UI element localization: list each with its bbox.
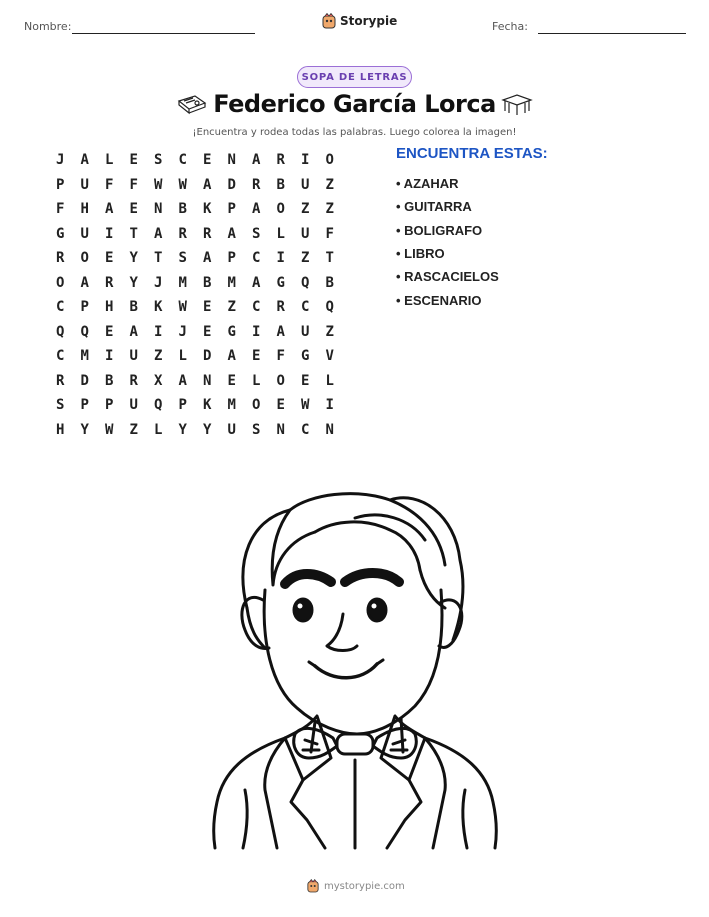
grid-letter[interactable]: L bbox=[154, 421, 163, 438]
grid-letter[interactable]: E bbox=[276, 397, 285, 414]
grid-row bbox=[48, 197, 342, 222]
grid-letter[interactable]: E bbox=[129, 201, 138, 218]
grid-letter[interactable]: U bbox=[301, 225, 310, 242]
grid-letter[interactable]: Y bbox=[129, 250, 138, 267]
grid-letter[interactable]: K bbox=[154, 299, 163, 316]
footer-url[interactable]: mystorypie.com bbox=[324, 880, 405, 892]
grid-letter[interactable]: Z bbox=[154, 348, 163, 365]
grid-letter[interactable]: E bbox=[129, 152, 138, 169]
grid-letter[interactable]: N bbox=[276, 421, 285, 438]
grid-letter[interactable]: W bbox=[105, 421, 114, 438]
grid-letter[interactable]: E bbox=[203, 299, 212, 316]
grid-row bbox=[48, 344, 342, 369]
grid-letter[interactable]: A bbox=[227, 225, 236, 242]
grid-letter[interactable]: Q bbox=[56, 323, 65, 340]
grid-letter[interactable]: I bbox=[154, 323, 163, 340]
grid-letter[interactable]: G bbox=[56, 225, 65, 242]
grid-letter[interactable]: S bbox=[252, 225, 261, 242]
grid-letter[interactable]: R bbox=[56, 250, 65, 267]
grid-letter[interactable]: L bbox=[276, 225, 285, 242]
word-list-title: ENCUENTRA ESTAS: bbox=[396, 145, 548, 162]
grid-letter[interactable]: E bbox=[227, 372, 236, 389]
page-title: Federico García Lorca bbox=[213, 90, 496, 118]
grid-letter[interactable]: H bbox=[56, 421, 65, 438]
grid-letter[interactable]: B bbox=[325, 274, 334, 291]
grid-letter[interactable]: A bbox=[154, 225, 163, 242]
grid-letter[interactable]: A bbox=[252, 274, 261, 291]
grid-letter[interactable]: Q bbox=[325, 299, 334, 316]
grid-letter[interactable]: G bbox=[276, 274, 285, 291]
grid-letter[interactable]: O bbox=[276, 372, 285, 389]
grid-letter[interactable]: R bbox=[56, 372, 65, 389]
grid-letter[interactable]: F bbox=[56, 201, 65, 218]
grid-letter[interactable]: K bbox=[203, 201, 212, 218]
grid-letter[interactable]: U bbox=[80, 176, 89, 193]
grid-letter[interactable]: Y bbox=[203, 421, 212, 438]
grid-letter[interactable]: Q bbox=[301, 274, 310, 291]
grid-letter[interactable]: I bbox=[276, 250, 285, 267]
grid-letter[interactable]: D bbox=[227, 176, 236, 193]
grid-letter[interactable]: T bbox=[325, 250, 334, 267]
grid-row bbox=[48, 148, 342, 173]
name-label: Nombre: bbox=[24, 20, 72, 33]
grid-letter[interactable]: C bbox=[301, 421, 310, 438]
grid-letter[interactable]: G bbox=[227, 323, 236, 340]
grid-letter[interactable]: L bbox=[252, 372, 261, 389]
grid-letter[interactable]: M bbox=[178, 274, 187, 291]
grid-letter[interactable]: Z bbox=[227, 299, 236, 316]
name-line[interactable] bbox=[72, 33, 255, 34]
grid-letter[interactable]: E bbox=[203, 323, 212, 340]
grid-letter[interactable]: E bbox=[301, 372, 310, 389]
grid-letter[interactable]: U bbox=[301, 323, 310, 340]
brand-name: Storypie bbox=[340, 14, 398, 28]
word-item: • LIBRO bbox=[396, 246, 445, 262]
grid-letter[interactable]: B bbox=[105, 372, 114, 389]
footer bbox=[307, 879, 405, 893]
grid-letter[interactable]: S bbox=[178, 250, 187, 267]
grid-letter[interactable]: R bbox=[178, 225, 187, 242]
grid-letter[interactable]: Y bbox=[80, 421, 89, 438]
grid-letter[interactable]: L bbox=[178, 348, 187, 365]
grid-letter[interactable]: O bbox=[56, 274, 65, 291]
desk-icon bbox=[500, 93, 534, 117]
grid-letter[interactable]: Q bbox=[80, 323, 89, 340]
grid-letter[interactable]: P bbox=[178, 397, 187, 414]
grid-letter[interactable]: C bbox=[252, 299, 261, 316]
grid-letter[interactable]: I bbox=[105, 348, 114, 365]
grid-letter[interactable]: S bbox=[154, 152, 163, 169]
grid-letter[interactable]: A bbox=[178, 372, 187, 389]
date-label: Fecha: bbox=[492, 20, 528, 33]
portrait-illustration[interactable] bbox=[205, 490, 505, 850]
grid-letter[interactable]: F bbox=[129, 176, 138, 193]
grid-letter[interactable]: Y bbox=[178, 421, 187, 438]
word-item: • AZAHAR bbox=[396, 176, 459, 192]
word-item: • ESCENARIO bbox=[396, 292, 482, 308]
grid-letter[interactable]: J bbox=[56, 152, 65, 169]
grid-letter[interactable]: E bbox=[203, 152, 212, 169]
grid-letter[interactable]: U bbox=[227, 421, 236, 438]
grid-letter[interactable]: N bbox=[325, 421, 334, 438]
grid-letter[interactable]: B bbox=[178, 201, 187, 218]
grid-row bbox=[48, 369, 342, 394]
grid-letter[interactable]: R bbox=[129, 372, 138, 389]
grid-letter[interactable]: H bbox=[105, 299, 114, 316]
grid-letter[interactable]: A bbox=[227, 348, 236, 365]
grid-letter[interactable]: J bbox=[154, 274, 163, 291]
grid-letter[interactable]: T bbox=[129, 225, 138, 242]
grid-letter[interactable]: C bbox=[252, 250, 261, 267]
grid-letter[interactable]: Q bbox=[154, 397, 163, 414]
grid-letter[interactable]: I bbox=[105, 225, 114, 242]
grid-letter[interactable]: R bbox=[203, 225, 212, 242]
grid-letter[interactable]: F bbox=[325, 225, 334, 242]
grid-letter[interactable]: S bbox=[56, 397, 65, 414]
grid-letter[interactable]: Y bbox=[129, 274, 138, 291]
grid-letter[interactable]: A bbox=[80, 152, 89, 169]
grid-letter[interactable]: A bbox=[129, 323, 138, 340]
grid-letter[interactable]: H bbox=[80, 201, 89, 218]
grid-letter[interactable]: A bbox=[80, 274, 89, 291]
grid-letter[interactable]: R bbox=[276, 299, 285, 316]
grid-letter[interactable]: L bbox=[105, 152, 114, 169]
grid-letter[interactable]: I bbox=[252, 323, 261, 340]
grid-letter[interactable]: A bbox=[252, 152, 261, 169]
grid-letter[interactable]: A bbox=[105, 201, 114, 218]
grid-letter[interactable]: L bbox=[325, 372, 334, 389]
grid-letter[interactable]: V bbox=[325, 348, 334, 365]
grid-letter[interactable]: J bbox=[178, 323, 187, 340]
grid-letter[interactable]: P bbox=[80, 397, 89, 414]
grid-letter[interactable]: M bbox=[80, 348, 89, 365]
grid-letter[interactable]: Z bbox=[301, 201, 310, 218]
grid-letter[interactable]: E bbox=[105, 323, 114, 340]
grid-letter[interactable]: Z bbox=[325, 323, 334, 340]
grid-row bbox=[48, 418, 342, 443]
grid-letter[interactable]: E bbox=[252, 348, 261, 365]
grid-letter[interactable]: U bbox=[129, 348, 138, 365]
grid-row bbox=[48, 393, 342, 418]
grid-letter[interactable]: O bbox=[80, 250, 89, 267]
grid-letter[interactable]: C bbox=[301, 299, 310, 316]
word-search-grid[interactable] bbox=[48, 148, 342, 442]
storypie-logo-icon bbox=[307, 879, 319, 893]
grid-letter[interactable]: P bbox=[227, 250, 236, 267]
grid-letter[interactable]: F bbox=[105, 176, 114, 193]
grid-letter[interactable]: A bbox=[276, 323, 285, 340]
grid-letter[interactable]: F bbox=[276, 348, 285, 365]
grid-letter[interactable]: W bbox=[301, 397, 310, 414]
grid-letter[interactable]: Z bbox=[129, 421, 138, 438]
grid-letter[interactable]: P bbox=[105, 397, 114, 414]
grid-letter[interactable]: X bbox=[154, 372, 163, 389]
grid-letter[interactable]: N bbox=[227, 152, 236, 169]
grid-letter[interactable]: P bbox=[80, 299, 89, 316]
storypie-logo-icon bbox=[322, 13, 336, 29]
instructions: ¡Encuentra y rodea todas las palabras. Luego colorea la imagen! bbox=[192, 127, 517, 138]
grid-letter[interactable]: S bbox=[252, 421, 261, 438]
grid-letter[interactable]: R bbox=[276, 152, 285, 169]
grid-letter[interactable]: N bbox=[154, 201, 163, 218]
grid-letter[interactable]: O bbox=[325, 152, 334, 169]
grid-letter[interactable]: K bbox=[203, 397, 212, 414]
grid-letter[interactable]: C bbox=[56, 348, 65, 365]
grid-letter[interactable]: W bbox=[178, 176, 187, 193]
grid-letter[interactable]: U bbox=[301, 176, 310, 193]
date-line[interactable] bbox=[538, 33, 686, 34]
grid-letter[interactable]: M bbox=[227, 274, 236, 291]
grid-letter[interactable]: W bbox=[154, 176, 163, 193]
grid-row bbox=[48, 295, 342, 320]
grid-letter[interactable]: Z bbox=[325, 176, 334, 193]
grid-letter[interactable]: U bbox=[129, 397, 138, 414]
grid-letter[interactable]: T bbox=[154, 250, 163, 267]
grid-letter[interactable]: R bbox=[105, 274, 114, 291]
grid-letter[interactable]: W bbox=[178, 299, 187, 316]
grid-letter[interactable]: A bbox=[252, 201, 261, 218]
grid-letter[interactable]: B bbox=[276, 176, 285, 193]
grid-letter[interactable]: N bbox=[203, 372, 212, 389]
grid-row bbox=[48, 173, 342, 198]
grid-letter[interactable]: M bbox=[227, 397, 236, 414]
grid-letter[interactable]: B bbox=[129, 299, 138, 316]
word-item: • GUITARRA bbox=[396, 199, 472, 215]
grid-letter[interactable]: E bbox=[105, 250, 114, 267]
grid-letter[interactable]: R bbox=[252, 176, 261, 193]
grid-letter[interactable]: P bbox=[227, 201, 236, 218]
grid-letter[interactable]: B bbox=[203, 274, 212, 291]
grid-letter[interactable]: C bbox=[56, 299, 65, 316]
worksheet-type-badge: SOPA DE LETRAS bbox=[297, 66, 412, 88]
grid-row bbox=[48, 320, 342, 345]
grid-letter[interactable]: A bbox=[203, 176, 212, 193]
grid-letter[interactable]: P bbox=[56, 176, 65, 193]
storypie-logo bbox=[322, 13, 397, 29]
grid-row bbox=[48, 271, 342, 296]
word-item: • RASCACIELOS bbox=[396, 269, 499, 285]
grid-letter[interactable]: A bbox=[203, 250, 212, 267]
grid-letter[interactable]: U bbox=[80, 225, 89, 242]
grid-letter[interactable]: G bbox=[301, 348, 310, 365]
grid-letter[interactable]: Z bbox=[301, 250, 310, 267]
word-list bbox=[396, 172, 499, 312]
grid-letter[interactable]: O bbox=[276, 201, 285, 218]
grid-letter[interactable]: Z bbox=[325, 201, 334, 218]
word-item: • BOLIGRAFO bbox=[396, 222, 483, 238]
grid-letter[interactable]: D bbox=[203, 348, 212, 365]
grid-letter[interactable]: I bbox=[301, 152, 310, 169]
grid-letter[interactable]: C bbox=[178, 152, 187, 169]
grid-letter[interactable]: I bbox=[325, 397, 334, 414]
grid-letter[interactable]: D bbox=[80, 372, 89, 389]
grid-letter[interactable]: O bbox=[252, 397, 261, 414]
grid-row bbox=[48, 222, 342, 247]
grid-row bbox=[48, 246, 342, 271]
